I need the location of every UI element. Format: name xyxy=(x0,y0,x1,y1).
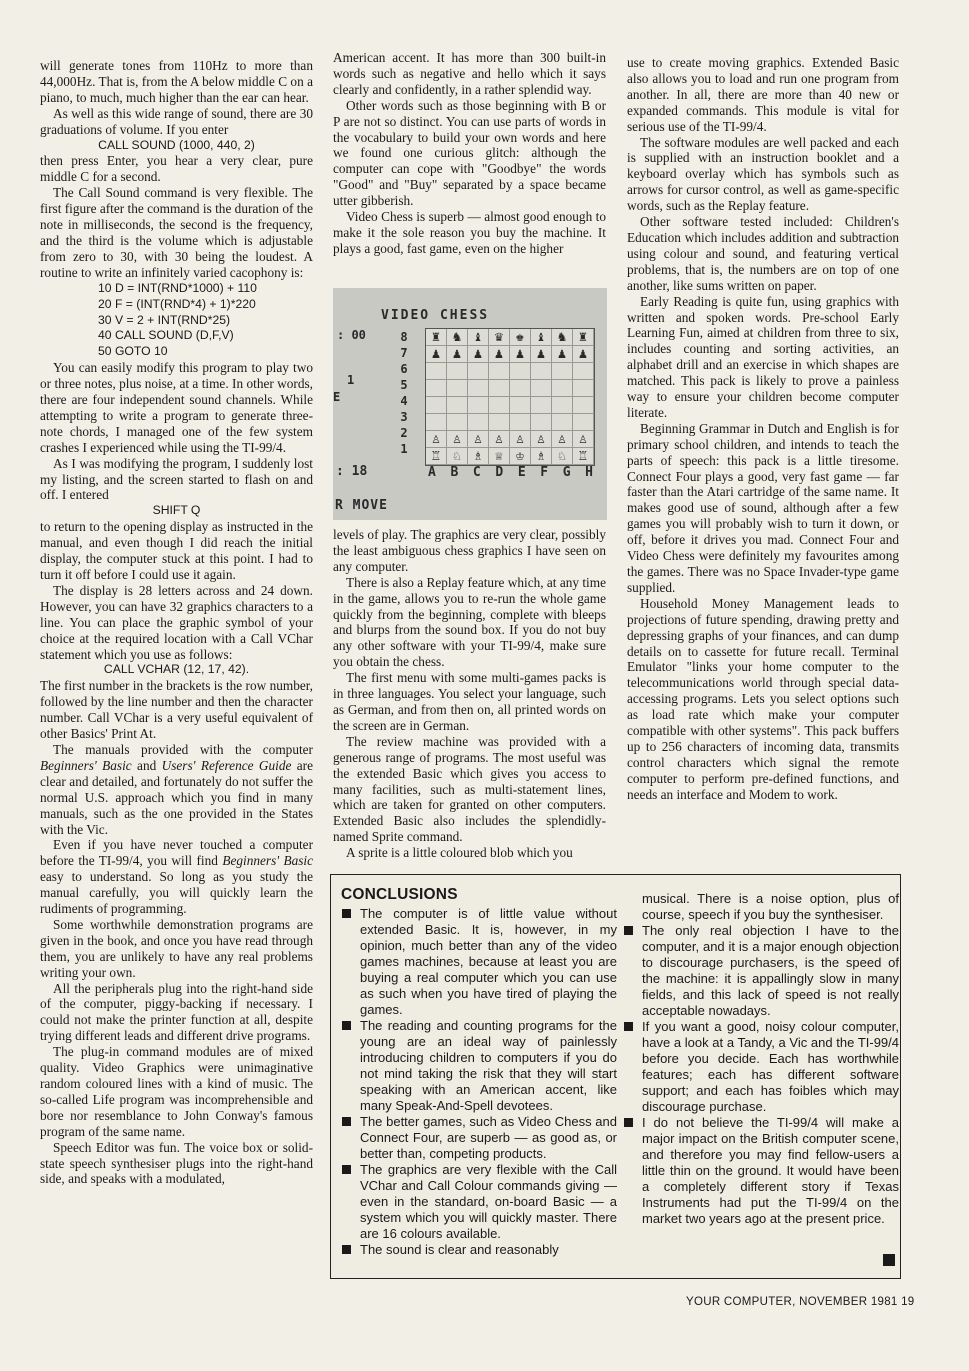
paragraph: Other words such as those beginning with B or P are not so distinct. You can use parts of words in the vocabulary to build your own words and here we found one curious glitch: although the computer can cope with "Goodbye" the words "Good" and "Buy" separated by a space became utter gibberish. xyxy=(333,97,606,209)
board-square xyxy=(510,380,531,397)
board-square: ♘ xyxy=(447,448,468,465)
article-column-1 xyxy=(40,58,313,1187)
board-square: ♕ xyxy=(489,448,510,465)
paragraph: There is also a Replay feature which, at any time in the game, allows you to re-run the whole game quickly from the beginning, complete with bleeps and blurps from the sound box. If you do not buy any other software with your TI-99/4, make sure you obtain the chess. xyxy=(333,574,606,670)
file-label: B xyxy=(450,465,459,480)
move-prompt: R MOVE xyxy=(335,498,388,513)
chess-board xyxy=(425,328,595,466)
paragraph: As well as this wide range of sound, there are 30 graduations of volume. If you enter xyxy=(40,105,313,137)
paragraph: The display is 28 letters across and 24 down. However, you can have 32 graphics characters to a line. You can place the graphic symbol of your choice at the required location with a Call VChar statement which you use as follows: xyxy=(40,582,313,662)
rank-label: 4 xyxy=(400,394,408,408)
board-square: ♟ xyxy=(468,346,489,363)
article-column-3 xyxy=(627,55,899,803)
board-square: ♖ xyxy=(426,448,447,465)
board-square: ♜ xyxy=(426,329,447,346)
board-square xyxy=(426,363,447,380)
text: and xyxy=(137,757,157,773)
board-square xyxy=(489,363,510,380)
paragraph: Speech Editor was fun. The voice box or solid-state speech synthesiser plugs into the right-hand side, and speaks with a modulated, xyxy=(40,1139,313,1187)
board-square: ♙ xyxy=(489,431,510,448)
board-square xyxy=(468,380,489,397)
conclusion-item: The better games, such as Video Chess and Connect Four, are superb — as good as, or better than, competing products. xyxy=(341,1114,617,1162)
code-line: CALL VCHAR (12, 17, 42). xyxy=(103,662,250,677)
rank-label: 8 xyxy=(400,330,408,344)
board-square: ♟ xyxy=(489,346,510,363)
conclusions-column-2 xyxy=(623,891,899,1227)
code-line: 30 V = 2 + INT(RND*25) xyxy=(98,312,231,327)
paragraph: Early Reading is quite fun, using graphics with written and spoken words. Pre-school Early Learning Fun, aimed at children from three to six, includes counting and sorting activities, an alphabet drill and an exercise in which shapes are matched. This pack is likely to prove a painless way to ensure your children become computer literate. xyxy=(627,293,899,420)
text: easy to understand. So long as you study the manual carefully, you will quickly learn the rudiments of programming. xyxy=(40,869,313,917)
file-label: A xyxy=(428,465,436,480)
file-label: E xyxy=(517,465,526,480)
book-title: Beginners' Basic xyxy=(40,757,132,773)
board-square: ♟ xyxy=(531,346,552,363)
board-square: ♞ xyxy=(552,329,573,346)
code-line: SHIFT Q xyxy=(152,503,201,518)
text: Even if you have never touched a computer before the TI-99/4, you will find xyxy=(40,837,313,869)
board-square xyxy=(447,414,468,431)
side-letter: E xyxy=(333,390,341,404)
video-chess-screen-photo xyxy=(333,288,607,520)
paragraph: The Call Sound command is very flexible. The first figure after the command is the duration of the note in milliseconds, the second is the frequency, and the third is the volume which is adjustable from zero to 30, with 30 being the loudest. A routine to write an infinitely varied cacophony is: xyxy=(40,185,313,280)
paragraph: levels of play. The graphics are very clear, possibly the least ambiguous chess graphics I have seen on any computer. xyxy=(333,527,606,574)
file-label: C xyxy=(472,465,481,480)
paragraph: The review machine was provided with a generous range of programs. The most useful was the extended Basic which gives you access to many facilities, such as multi-statement lines, which are taken for granted on other computers. Extended Basic also includes the splendidly-named Sprite command. xyxy=(333,733,606,845)
board-square: ♞ xyxy=(447,329,468,346)
article-column-2 xyxy=(333,50,606,257)
board-square: ♟ xyxy=(426,346,447,363)
paragraph: The software modules are well packed and each is supplied with an instruction booklet and a keyboard overlay which has symbols such as arrows for cursor control, as well as game-specific words, such as the Replay feature. xyxy=(627,134,899,214)
board-square xyxy=(489,380,510,397)
board-square xyxy=(510,414,531,431)
paragraph: All the peripherals plug into the right-hand side of the computer, piggy-backing if necessary. I could not make the printer function at all, despite trying different leads and different drive programs. xyxy=(40,980,313,1044)
board-square xyxy=(510,363,531,380)
board-square: ♛ xyxy=(489,329,510,346)
paragraph: The first number in the brackets is the row number, followed by the line number and then the character number. Call VChar is a very useful equivalent of other Basics' Print At. xyxy=(40,678,313,742)
paragraph xyxy=(40,837,313,917)
paragraph: American accent. It has more than 300 built-in words such as negative and hello which it says clearly and confidently, in a rather splendid way. xyxy=(333,50,606,97)
board-square xyxy=(426,397,447,414)
board-square xyxy=(531,380,552,397)
board-square: ♚ xyxy=(510,329,531,346)
board-square xyxy=(489,397,510,414)
file-labels xyxy=(428,465,593,480)
conclusion-item: The sound is clear and reasonably xyxy=(341,1242,617,1258)
board-square: ♟ xyxy=(447,346,468,363)
board-square: ♘ xyxy=(552,448,573,465)
paragraph: A sprite is a little coloured blob which you xyxy=(346,845,573,861)
conclusions-box xyxy=(330,874,901,1279)
board-square: ♗ xyxy=(468,448,489,465)
board-square: ♟ xyxy=(510,346,531,363)
book-title: Beginners' Basic xyxy=(222,853,314,869)
code-line: 10 D = INT(RND*1000) + 110 xyxy=(98,280,257,295)
book-title: Users' Reference Guide xyxy=(161,757,292,773)
paragraph: then press Enter, you hear a very clear, pure middle C for a second. xyxy=(40,153,313,185)
board-square: ♙ xyxy=(510,431,531,448)
board-square: ♙ xyxy=(426,431,447,448)
board-square xyxy=(573,397,594,414)
board-square: ♙ xyxy=(552,431,573,448)
count-left: 1 xyxy=(347,373,355,387)
page-footer: YOUR COMPUTER, NOVEMBER 1981 19 xyxy=(686,1296,915,1308)
rank-label: 1 xyxy=(400,442,408,456)
paragraph: The first menu with some multi-games packs is in three languages. You select your language, such as German, and from then on, all printed words on the screen are in German. xyxy=(333,670,606,733)
text: are clear and detailed, and fortunately do not suffer the normal U.S. approach which you find in many manuals, such as the one provided in the States with the Vic. xyxy=(40,757,313,837)
conclusion-continuation: musical. There is a noise option, plus of course, speech if you buy the synthesiser. xyxy=(642,891,899,922)
code-line: 50 GOTO 10 xyxy=(98,344,168,359)
board-square: ♙ xyxy=(573,431,594,448)
code-line: 20 F = (INT(RND*4) + 1)*220 xyxy=(98,296,256,311)
board-square: ♖ xyxy=(573,448,594,465)
paragraph xyxy=(40,742,313,837)
board-square xyxy=(489,414,510,431)
rank-label: 5 xyxy=(400,378,408,392)
paragraph: As I was modifying the program, I suddenly lost my listing, and the screen started to flash on and off. I entered xyxy=(40,455,313,503)
rank-label: 3 xyxy=(400,410,408,424)
paragraph: You can easily modify this program to play two or three notes, plus noise, at a time. In other words, there are four independent sound channels. While attempting to write a program to generate three-note chords, I managed one of the few system crashes I experienced while using the TI-99/4. xyxy=(40,360,313,455)
board-square: ♙ xyxy=(468,431,489,448)
file-label: F xyxy=(540,465,549,480)
conclusion-item: If you want a good, noisy colour computer, have a look at a Tandy, a Vic and the TI-99/4 before you decide. Each has worthwhile features; each has different software support; and each has foibles which may discourage purchase. xyxy=(623,1019,899,1115)
board-square xyxy=(552,380,573,397)
paragraph: to return to the opening display as instructed in the manual, and even though I did reach the initial display, the computer stuck at this point. I had to turn it off before I could use it again. xyxy=(40,519,313,582)
end-mark-icon xyxy=(883,1254,895,1266)
conclusion-item: The graphics are very flexible with the Call VChar and Call Colour commands giving — even in the standard, on-board Basic — a system which you will quickly master. There are 16 colours available. xyxy=(341,1162,617,1242)
board-square xyxy=(531,397,552,414)
board-square xyxy=(573,414,594,431)
paragraph: Beginning Grammar in Dutch and English is for primary school children, and intends to teach the parts of speech: this pack is a little tiresome. Connect Four plays a good, very fast game — far faster than the Atari cartridge of the same name. It makes good use of sound, although after a few games you will probably wish to turn it down, or off, before it drives you mad. Connect Four and Video Chess were definitely my favourites among the games. There was no Space Invader-type game supplied. xyxy=(627,420,899,595)
timer-top: : 00 xyxy=(337,328,366,342)
article-column-2-continued xyxy=(333,527,606,861)
board-square: ♟ xyxy=(573,346,594,363)
paragraph: Other software tested included: Children's Education which includes addition and subtraction using colour and sound, and featuring vertical problems, that is, the numbers are on top of one another, like sums written on paper. xyxy=(627,214,899,293)
rank-label: 7 xyxy=(400,346,408,360)
board-square: ♙ xyxy=(447,431,468,448)
board-square xyxy=(552,414,573,431)
paragraph: use to create moving graphics. Extended Basic also allows you to load and run one program from another. In all, there are more than 40 new or expanded commands. This module is vital for serious use of the TI-99/4. xyxy=(627,55,899,134)
conclusion-item: The only real objection I have to the computer, and it is a major enough objection to discourage purchasers, is the speed of the machine: it is appallingly slow in many fields, and this lack of speed is not really acceptable nowadays. xyxy=(623,923,899,1019)
board-square: ♜ xyxy=(573,329,594,346)
code-line: 40 CALL SOUND (D,F,V) xyxy=(98,328,234,343)
board-square xyxy=(552,363,573,380)
board-square: ♙ xyxy=(531,431,552,448)
paragraph: The plug-in command modules are of mixed quality. Video Graphics were unimaginative random coloured lines with a kind of music. The so-called Life program was incomprehensible and bore nor resemblance to John Conway's famous program of the same name. xyxy=(40,1044,313,1139)
paragraph: Some worthwhile demonstration programs are given in the book, and once you have read through them, you are unlikely to have any real problems writing your own. xyxy=(40,916,313,980)
paragraph: Household Money Management leads to projections of future spending, drawing pretty and depressing graphs of your finances, and can dump details on to cassette for future recall. Terminal Emulator "links your home computer to the telecommunications world through special data-accessing programs. Lets you select options such as load rate which make your computer compatible with other systems". This pack buffers up to 256 characters of incoming data, transmits control characters which signal the remote computer to perform pre-defined functions, and needs an interface and Modem to work. xyxy=(627,595,899,802)
rank-label: 2 xyxy=(400,426,408,440)
file-label: G xyxy=(562,465,571,480)
board-square xyxy=(510,397,531,414)
board-square xyxy=(447,363,468,380)
board-square: ♝ xyxy=(531,329,552,346)
file-label: H xyxy=(585,465,593,480)
board-square: ♟ xyxy=(552,346,573,363)
timer-bottom: : 18 xyxy=(336,464,368,479)
program-listing xyxy=(40,281,313,361)
board-square xyxy=(426,414,447,431)
rank-labels xyxy=(397,330,411,458)
board-square xyxy=(468,397,489,414)
board-square: ♗ xyxy=(531,448,552,465)
paragraph: Video Chess is superb — almost good enough to make it the sole reason you buy the machine. It plays a good, fast game, even on the higher xyxy=(333,209,606,256)
paragraph: will generate tones from 110Hz to more than 44,000Hz. That is, from the A below middle C on a piano, to much, much higher than the ear can hear. xyxy=(40,58,313,105)
rank-label: 6 xyxy=(400,362,408,376)
conclusions-column-1 xyxy=(341,906,617,1258)
board-square xyxy=(573,363,594,380)
board-square: ♝ xyxy=(468,329,489,346)
board-square xyxy=(552,397,573,414)
board-square xyxy=(531,414,552,431)
board-square xyxy=(468,414,489,431)
board-square: ♔ xyxy=(510,448,531,465)
conclusion-item: The reading and counting programs for the young are an ideal way of painlessly introducing children to computers if you do not mind taking the risk that they will start speaking with an American accent, like many Speak-And-Spell devotees. xyxy=(341,1018,617,1114)
conclusion-item: The computer is of little value without extended Basic. It is, however, in my opinion, much better than any of the video games machines, because at least you are buying a real computer which you can use as such when you have tired of playing the games. xyxy=(341,906,617,1018)
text: The manuals provided with the computer xyxy=(53,741,313,757)
board-square xyxy=(426,380,447,397)
board-square xyxy=(447,397,468,414)
screen-title: VIDEO CHESS xyxy=(381,308,490,323)
conclusions-heading: CONCLUSIONS xyxy=(341,886,458,903)
board-square xyxy=(531,363,552,380)
conclusion-item: I do not believe the TI-99/4 will make a major impact on the British computer scene, and therefore you may find fellow-users a little thin on the ground. It would have been a completely different story if Texas Instruments had put the TI-99/4 on the market two years ago at the present price. xyxy=(623,1115,899,1227)
board-square xyxy=(573,380,594,397)
file-label: D xyxy=(495,465,504,480)
board-square xyxy=(468,363,489,380)
code-line: CALL SOUND (1000, 440, 2) xyxy=(98,137,255,152)
board-square xyxy=(447,380,468,397)
